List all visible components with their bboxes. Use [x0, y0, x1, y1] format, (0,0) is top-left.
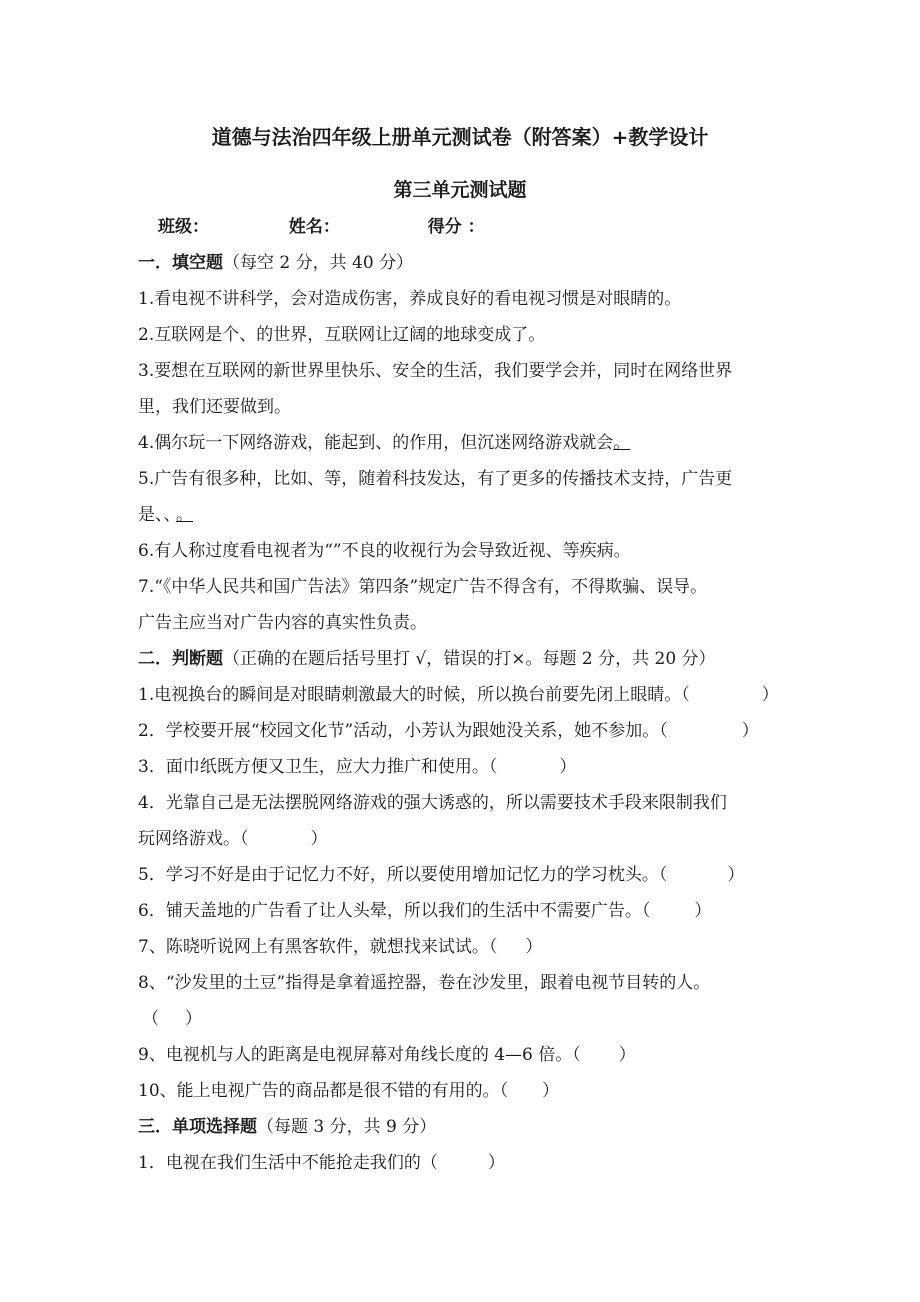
section-name: 判断题 — [172, 649, 223, 669]
answer-paren-open: （ — [142, 1009, 159, 1029]
question-line — [138, 504, 203, 526]
answer-paren-close: ） — [559, 757, 577, 777]
question-text: 2．学校要开展“校园文化节”活动，小芳认为跟她没关系，她不参加。（ — [138, 721, 668, 741]
question-line: 3.要想在互联网的新世界里快乐、安全的生活，我们要学会并，同时在网络世界 — [138, 361, 733, 381]
question-line: 7.“《中华人民共和国广告法》第四条”规定广告不得含有，不得欺骗、误导。 — [138, 577, 708, 597]
question-line — [138, 684, 779, 706]
answer-paren-close: ） — [525, 937, 543, 957]
question-line — [138, 756, 576, 778]
class-label: 班级： — [158, 217, 209, 237]
section-note: （每题 3 分，共 9 分） — [257, 1117, 437, 1137]
section-number: 一． — [138, 253, 172, 273]
answer-paren-close: ） — [761, 685, 779, 705]
question-text: 5．学习不好是由于记忆力不好，所以要使用增加记忆力的学习枕头。（ — [138, 865, 668, 885]
document-title: 道德与法治四年级上册单元测试卷（附答案）+教学设计 — [211, 125, 709, 149]
question-line — [138, 1080, 559, 1102]
question-line — [138, 864, 744, 886]
section-number: 二． — [138, 649, 172, 669]
answer-paren-close: ） — [185, 1009, 202, 1029]
question-line: 广告主应当对广告内容的真实性负责。 — [138, 613, 427, 633]
question-text: 6．铺天盖地的广告看了让人头晕，所以我们的生活中不需要广告。（ — [138, 901, 651, 921]
question-line: 8、“沙发里的土豆”指得是拿着遥控器，卷在沙发里，跟着电视节目转的人。 — [138, 973, 711, 993]
section-note: （正确的在题后括号里打 √，错误的打×。每题 2 分，共 20 分） — [223, 649, 716, 669]
header-fields — [158, 216, 485, 238]
question-text: 4.偶尔玩一下网络游戏，能起到、的作用，但沉迷网络游戏就会 — [138, 433, 614, 453]
question-text: 1．电视在我们生活中不能抢走我们的（ — [138, 1153, 438, 1173]
question-line: 6.有人称过度看电视者为“”不良的收视行为会导致近视、等疾病。 — [138, 541, 631, 561]
answer-blank: 。 — [613, 433, 631, 453]
question-line — [138, 1152, 505, 1174]
answer-blank: 。 — [176, 505, 193, 525]
section-name: 填空题 — [172, 253, 223, 273]
name-label: 姓名： — [288, 217, 340, 237]
answer-paren-close: ） — [542, 1081, 560, 1101]
question-text: 9、电视机与人的距离是电视屏幕对角线长度的 4—6 倍。（ — [138, 1045, 581, 1065]
question-line — [142, 1008, 202, 1030]
answer-paren-close: ） — [310, 829, 328, 849]
answer-paren-close: ） — [487, 1153, 505, 1173]
question-line: 里，我们还要做到。 — [138, 397, 291, 417]
question-text: 1.电视换台的瞬间是对眼睛刺激最大的时候，所以换台前要先闭上眼睛。（ — [138, 685, 690, 705]
question-line — [138, 432, 630, 454]
question-line — [138, 720, 759, 742]
question-line — [138, 828, 328, 850]
answer-paren-close: ） — [618, 1045, 636, 1065]
question-line — [138, 1044, 636, 1066]
answer-paren-close: ） — [741, 721, 759, 741]
answer-paren-close: ） — [727, 865, 745, 885]
section-heading-fill-blank — [138, 252, 413, 274]
question-line — [138, 936, 542, 958]
document-subtitle: 第三单元测试题 — [393, 179, 527, 201]
section-heading-single-choice — [138, 1116, 436, 1138]
answer-paren-close: ） — [694, 901, 712, 921]
section-note: （每空 2 分，共 40 分） — [223, 253, 414, 273]
question-line: 5.广告有很多种，比如、等，随着科技发达，有了更多的传播技术支持，广告更 — [138, 469, 733, 489]
section-heading-true-false — [138, 648, 716, 670]
question-line: 2.互联网是个、的世界，互联网让辽阔的地球变成了。 — [138, 325, 546, 345]
question-line: 1.看电视不讲科学，会对造成伤害，养成良好的看电视习惯是对眼睛的。 — [138, 289, 682, 309]
section-name: 单项选择题 — [172, 1117, 257, 1137]
question-line: 4．光靠自己是无法摆脱网络游戏的强大诱惑的，所以需要技术手段来限制我们 — [138, 793, 727, 813]
question-text: 玩网络游戏。（ — [138, 829, 249, 849]
section-number: 三． — [138, 1117, 172, 1137]
question-text: 3．面巾纸既方便又卫生，应大力推广和使用。（ — [138, 757, 498, 777]
score-label: 得分 ： — [427, 217, 485, 237]
question-line — [138, 900, 711, 922]
question-text: 是、、 — [138, 505, 172, 525]
question-text: 10、能上电视广告的商品都是很不错的有用的。（ — [138, 1081, 509, 1101]
question-text: 7、陈晓听说网上有黑客软件，就想找来试试。（ — [138, 937, 498, 957]
